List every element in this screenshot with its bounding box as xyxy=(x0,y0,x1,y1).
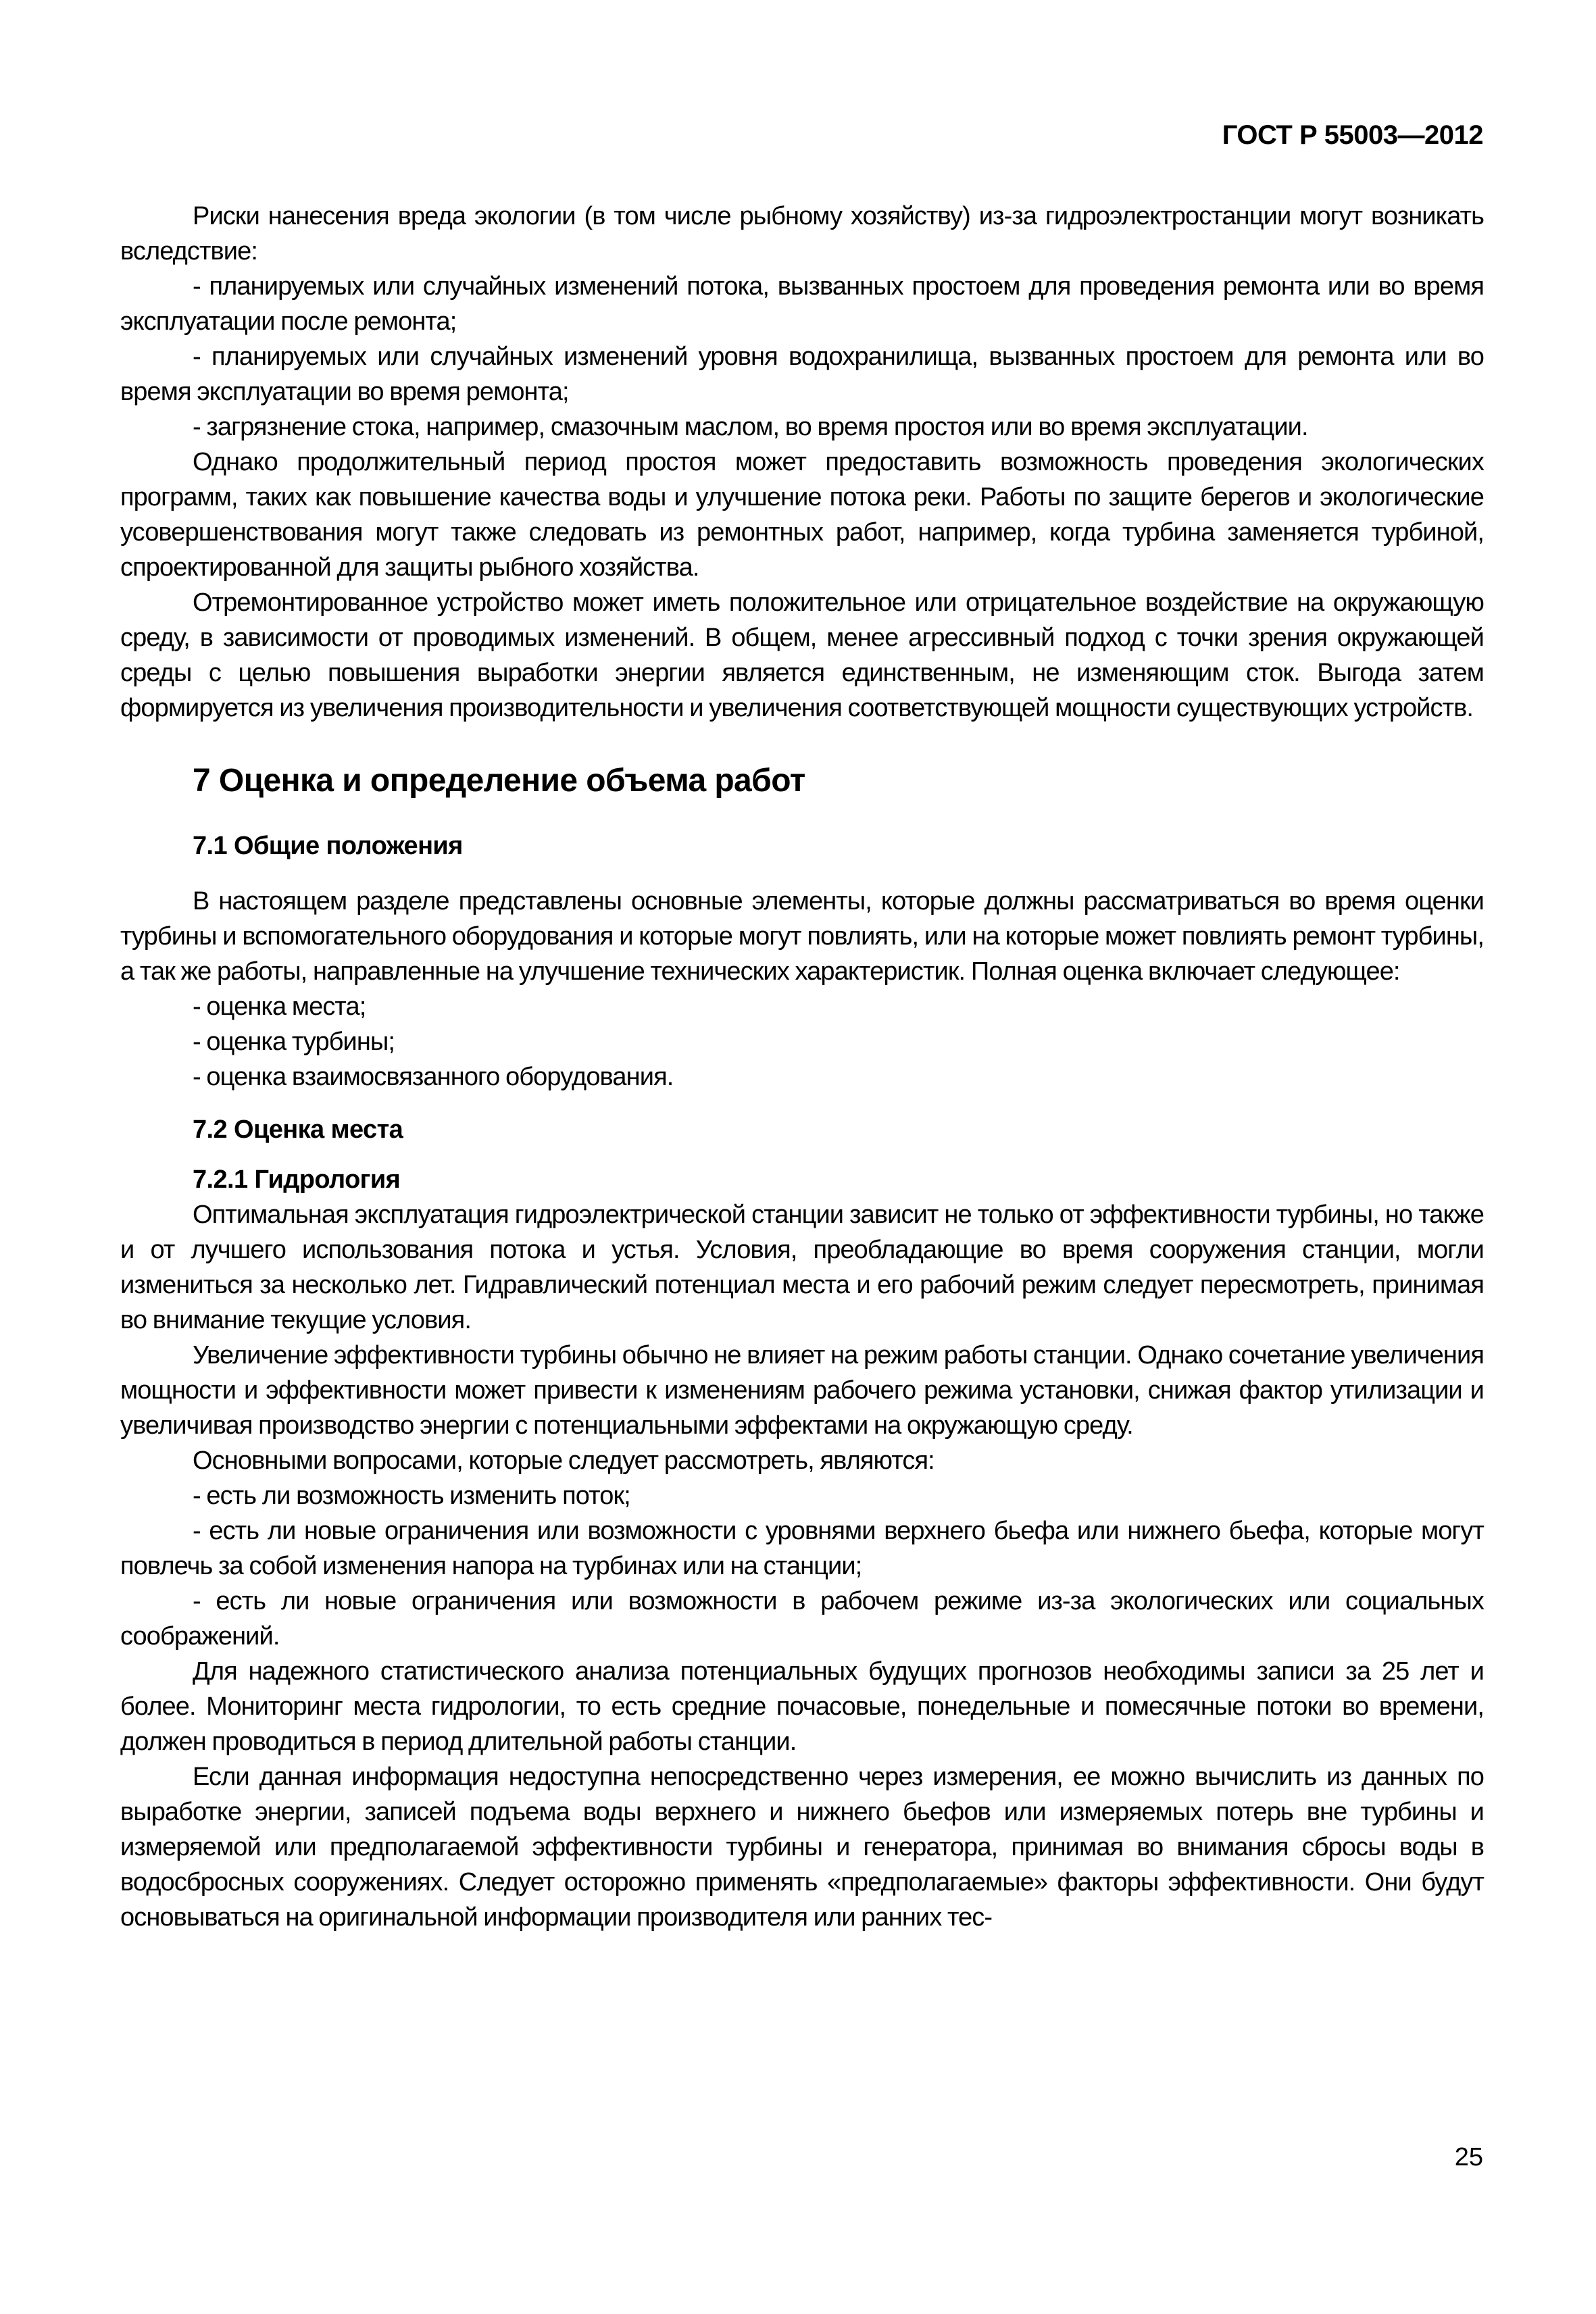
paragraph: В настоящем разделе представлены основные элементы, которые должны рассматриваться во время оценки турбины и вспомогательного оборудования и которые могут повлиять, или на которые может повлиять ремонт турбины, а так же работы, направленные на улучшение технических характеристик. Полная оценка включает следующее: xyxy=(120,887,1484,986)
paragraph: Если данная информация недоступна непосредственно через измерения, ее можно вычислить из данных по выработке энергии, записей подъема воды верхнего и нижнего бьефов или измеряемых потерь вне турбины и измеряемой или предполагаемой эффективности турбины и генератора, принимая во внимания сбросы воды в водосбросных сооружениях. Следует осторожно применять «предполагаемые» факторы эффективности. Они будут основываться на оригинальной информации производителя или ранних тес- xyxy=(120,1763,1484,1932)
document-header: ГОСТ Р 55003—2012 xyxy=(1222,120,1483,150)
subsection-heading-7-1: 7.1 Общие положения xyxy=(193,832,463,860)
paragraph: Однако продолжительный период простоя может предоставить возможность проведения экологических программ, таких как повышение качества воды и улучшение потока реки. Работы по защите берегов и экологические усовершенствования могут также следовать из ремонтных работ, например, когда турбина заменяется турбиной, спроектированной для защиты рыбного хозяйства. xyxy=(120,448,1484,582)
paragraph: Увеличение эффективности турбины обычно не влияет на режим работы станции. Однако сочетание увеличения мощности и эффективности может привести к изменениям рабочего режима установки, снижая фактор утилизации и увеличивая производство энергии с потенциальными эффектами на окружающую среду. xyxy=(120,1341,1484,1440)
list-item: - есть ли новые ограничения или возможности с уровнями верхнего бьефа или нижнего бьефа, которые могут повлечь за собой изменения напора на турбинах или на станции; xyxy=(120,1517,1484,1580)
list-item: - загрязнение стока, например, смазочным маслом, во время простоя или во время эксплуатации. xyxy=(193,413,1308,441)
list-item: - оценка турбины; xyxy=(193,1028,395,1056)
paragraph: Отремонтированное устройство может иметь положительное или отрицательное воздействие на окружающую среду, в зависимости от проводимых изменений. В общем, менее агрессивный подход с точки зрения окружающей среды с целью повышения выработки энергии является единственным, не изменяющим сток. Выгода затем формируется из увеличения производительности и увеличения соответствующей мощности существующих устройств. xyxy=(120,588,1484,722)
paragraph: Риски нанесения вреда экологии (в том числе рыбному хозяйству) из-за гидроэлектростанции могут возникать вследствие: xyxy=(120,202,1484,266)
subsection-heading-7-2: 7.2 Оценка места xyxy=(193,1115,403,1144)
list-item: - оценка места; xyxy=(193,992,366,1021)
paragraph: Для надежного статистического анализа потенциальных будущих прогнозов необходимы записи за 25 лет и более. Мониторинг места гидрологии, то есть средние почасовые, понедельные и помесячные потоки во времени, должен проводиться в период длительной работы станции. xyxy=(120,1657,1484,1756)
list-item: - планируемых или случайных изменений потока, вызванных простоем для проведения ремонта или во время эксплуатации после ремонта; xyxy=(120,272,1484,336)
list-item: - оценка взаимосвязанного оборудования. xyxy=(193,1063,674,1091)
page-number: 25 xyxy=(1454,2143,1483,2171)
subsection-heading-7-2-1: 7.2.1 Гидрология xyxy=(193,1165,401,1194)
section-heading-7: 7 Оценка и определение объема работ xyxy=(193,763,805,799)
list-item: - планируемых или случайных изменений уровня водохранилища, вызванных простоем для ремонта или во время эксплуатации во время ремонта; xyxy=(120,343,1484,406)
page-body xyxy=(120,199,1484,1935)
paragraph: Оптимальная эксплуатация гидроэлектрической станции зависит не только от эффективности турбины, но также и от лучшего использования потока и устья. Условия, преобладающие во время сооружения станции, могли измениться за несколько лет. Гидравлический потенциал места и его рабочий режим следует пересмотреть, принимая во внимание текущие условия. xyxy=(120,1201,1484,1334)
paragraph: Основными вопросами, которые следует рассмотреть, являются: xyxy=(193,1447,934,1475)
list-item: - есть ли возможность изменить поток; xyxy=(193,1482,630,1510)
list-item: - есть ли новые ограничения или возможности в рабочем режиме из-за экологических или социальных соображений. xyxy=(120,1587,1484,1651)
